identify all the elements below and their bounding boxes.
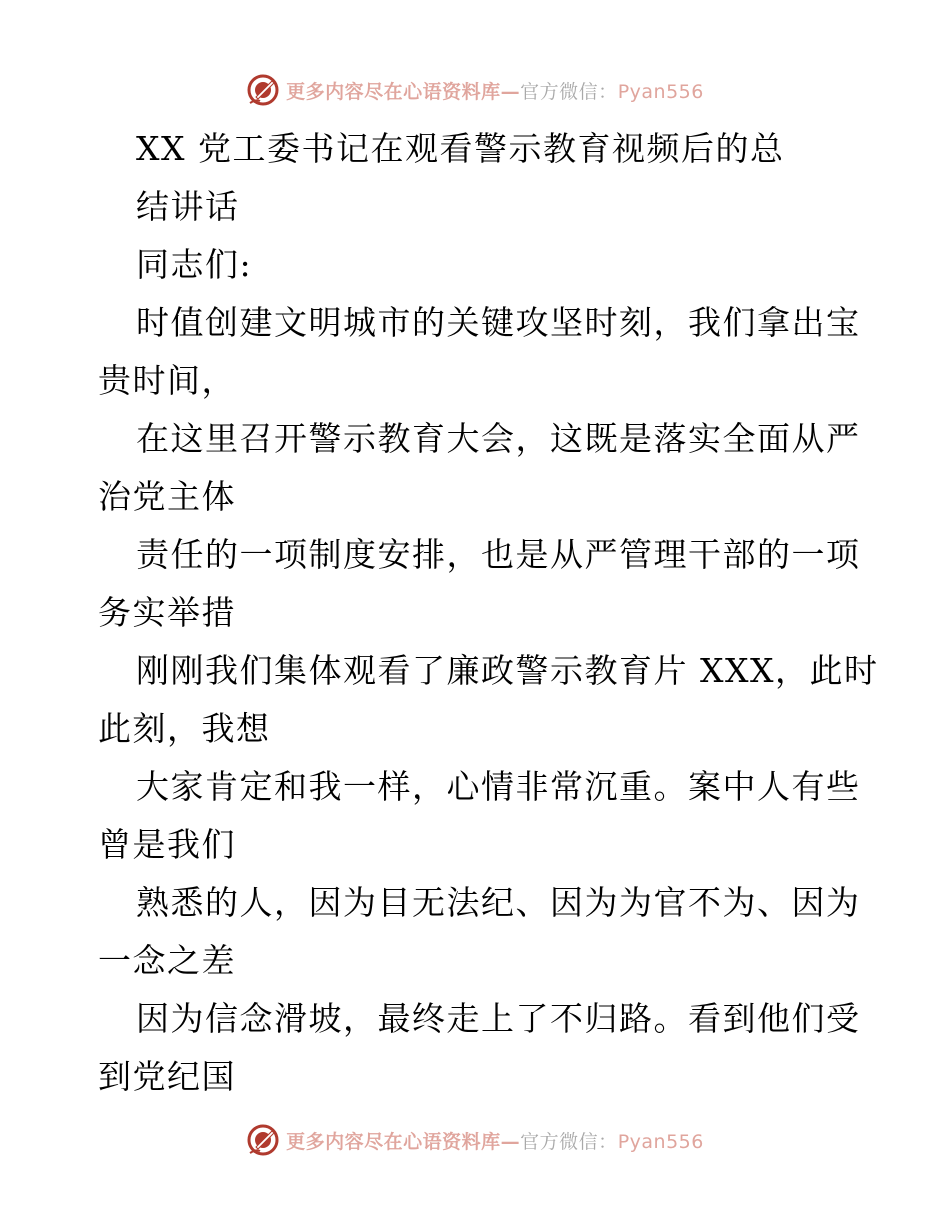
text-line: 贵时间， (98, 361, 236, 400)
watermark-dash: — (500, 1130, 521, 1153)
text-line: 务实举措 (98, 593, 236, 632)
document-title-continued: 结讲话 (136, 187, 240, 226)
text-line: 刚刚我们集体观看了廉政警示教育片 XXX，此时 (136, 651, 879, 690)
watermark-official-label: 官方微信： (520, 80, 618, 103)
text-line: 熟悉的人，因为目无法纪、因为为官不为、因为 (136, 883, 861, 922)
pen-logo-icon (246, 1123, 280, 1157)
text-line: 时值创建文明城市的关键攻坚时刻，我们拿出宝 (136, 303, 861, 342)
watermark-wechat-id: Pyan556 (617, 80, 704, 103)
footer-watermark (0, 1120, 950, 1160)
text-line: 责任的一项制度安排，也是从严管理干部的一项 (136, 535, 861, 574)
pen-logo-icon (246, 73, 280, 107)
header-watermark (0, 70, 950, 110)
watermark-wechat-id: Pyan556 (617, 1130, 704, 1153)
watermark-dash: — (500, 80, 521, 103)
text-line: 此刻，我想 (98, 709, 271, 748)
watermark-text (286, 1127, 704, 1154)
watermark-site-name: 更多内容尽在心语资料库 (286, 80, 501, 103)
text-line: 在这里召开警示教育大会，这既是落实全面从严 (136, 419, 861, 458)
salutation: 同志们: (136, 245, 253, 284)
document-body (98, 120, 879, 1106)
document-title: XX 党工委书记在观看警示教育视频后的总 (136, 129, 785, 168)
watermark-official-label: 官方微信： (520, 1130, 618, 1153)
watermark-text (286, 77, 704, 104)
text-line: 一念之差 (98, 941, 236, 980)
watermark-site-name: 更多内容尽在心语资料库 (286, 1130, 501, 1153)
text-line: 曾是我们 (98, 825, 236, 864)
text-line: 因为信念滑坡，最终走上了不归路。看到他们受 (136, 999, 861, 1038)
text-line: 到党纪国 (98, 1057, 236, 1096)
text-line: 治党主体 (98, 477, 236, 516)
text-line: 大家肯定和我一样，心情非常沉重。案中人有些 (136, 767, 861, 806)
